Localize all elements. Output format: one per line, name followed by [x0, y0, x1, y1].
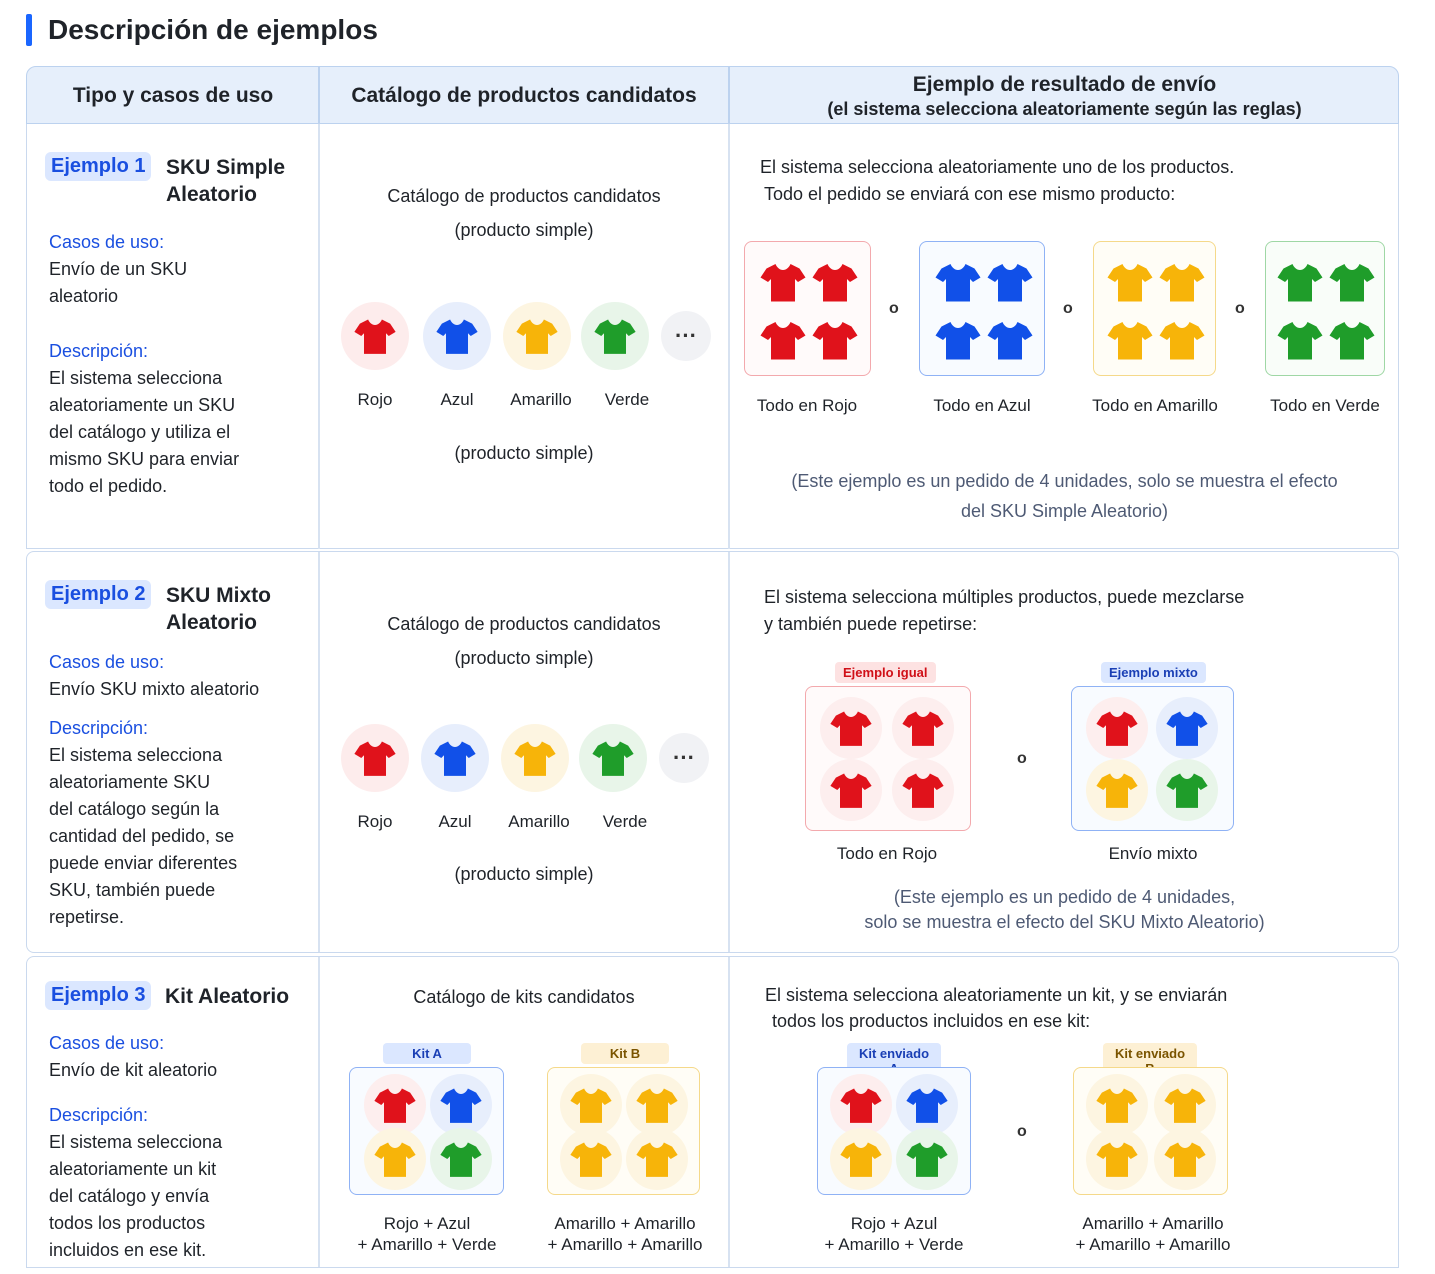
or-separator: o [1235, 300, 1245, 317]
yellow-tshirt-icon [1106, 316, 1154, 364]
box-caption: Todo en Verde [1270, 396, 1380, 415]
uses-line: Envío de kit aleatorio [49, 1060, 218, 1080]
example-row-3 [26, 956, 1399, 1268]
description-label: Descripción: [49, 1105, 149, 1125]
box-caption: Todo en Amarillo [1092, 396, 1218, 415]
yellow-tshirt-icon [1158, 316, 1206, 364]
catalog-subtitle: (producto simple) [454, 220, 594, 240]
description-line: del catálogo y utiliza el [49, 422, 231, 442]
red-tshirt-icon [811, 316, 859, 364]
color-label: Amarillo [510, 390, 572, 409]
or-separator: o [1017, 750, 1027, 767]
blue-tshirt-icon [986, 316, 1034, 364]
color-label: Azul [440, 390, 474, 409]
kit-b-tag: Kit B [581, 1043, 669, 1064]
more-icon: ··· [659, 733, 709, 783]
header-col-type [27, 67, 319, 125]
description-text [49, 742, 289, 931]
red-tshirt-icon [341, 724, 409, 792]
description-line: puede enviar diferentes [49, 853, 238, 873]
column-divider [318, 552, 320, 952]
or-separator: o [889, 300, 899, 317]
result-text: El sistema selecciona aleatoriamente uno de los productos. [760, 157, 1235, 177]
example-title-line: Aleatorio [166, 611, 258, 634]
uses-text [49, 1057, 289, 1084]
description-line: SKU, también puede [49, 880, 216, 900]
caption-line: + Amarillo + Amarillo [1075, 1235, 1231, 1254]
or-separator: o [1017, 1123, 1027, 1140]
example-title: Kit Aleatorio [165, 985, 290, 1008]
yellow-tshirt-icon [1154, 1074, 1216, 1136]
example-note [729, 885, 1400, 935]
yellow-tshirt-icon [503, 302, 571, 370]
title-accent-bar [26, 14, 32, 46]
description-line: aleatoriamente un kit [49, 1159, 217, 1179]
description-text [49, 365, 289, 500]
red-tshirt-icon [892, 697, 954, 759]
kit-a-caption [337, 1213, 517, 1255]
caption-line: Rojo + Azul [850, 1214, 938, 1233]
blue-tshirt-icon [423, 302, 491, 370]
yellow-tshirt-icon [626, 1128, 688, 1190]
green-tshirt-icon [430, 1128, 492, 1190]
uses-label: Casos de uso: [49, 652, 165, 672]
uses-line: Envío de un SKU [49, 259, 188, 279]
result-text: todos los productos incluidos en ese kit: [772, 1011, 1091, 1031]
description-label: Descripción: [49, 341, 149, 361]
table-header [26, 66, 1399, 124]
result-text: El sistema selecciona aleatoriamente un kit, y se enviarán [765, 985, 1228, 1005]
box-caption: Envío mixto [1108, 844, 1198, 863]
red-tshirt-icon [811, 258, 859, 306]
uses-label: Casos de uso: [49, 232, 165, 252]
red-tshirt-icon [820, 697, 882, 759]
red-tshirt-icon [1086, 697, 1148, 759]
result-box-mixed [1071, 686, 1234, 831]
color-label: Verde [602, 812, 648, 831]
result-text: y también puede repetirse: [764, 614, 978, 634]
header-col-result [729, 67, 1400, 125]
example-title [166, 154, 285, 208]
sent-kit-b-box [1073, 1067, 1228, 1195]
red-tshirt-icon [759, 258, 807, 306]
more-icon: ··· [661, 311, 711, 361]
description-line: todos los productos [49, 1213, 206, 1233]
header-col-result-sublabel: (el sistema selecciona aleatoriamente según las reglas) [827, 98, 1302, 119]
note-line: (Este ejemplo es un pedido de 4 unidades, solo se muestra el efecto [791, 471, 1338, 491]
red-tshirt-icon [820, 759, 882, 821]
red-tshirt-icon [830, 1074, 892, 1136]
example-badge: Ejemplo 1 [45, 152, 151, 181]
yellow-tshirt-icon [1158, 258, 1206, 306]
example-title [166, 582, 271, 636]
example-badge: Ejemplo 3 [45, 981, 151, 1010]
description-line: aleatoriamente un SKU [49, 395, 236, 415]
blue-tshirt-icon [421, 724, 489, 792]
red-tshirt-icon [364, 1074, 426, 1136]
green-tshirt-icon [1276, 316, 1324, 364]
yellow-tshirt-icon [626, 1074, 688, 1136]
yellow-tshirt-icon [830, 1128, 892, 1190]
blue-tshirt-icon [896, 1074, 958, 1136]
example-note [729, 468, 1400, 524]
description-line: El sistema selecciona [49, 368, 223, 388]
note-line: solo se muestra el efecto del SKU Mixto Aleatorio) [864, 912, 1265, 932]
caption-line: Amarillo + Amarillo [1082, 1214, 1224, 1233]
red-tshirt-icon [892, 759, 954, 821]
header-col-result-label: Ejemplo de resultado de envío [912, 72, 1217, 96]
sent-kit-a-box [817, 1067, 971, 1195]
note-line: (Este ejemplo es un pedido de 4 unidades, [893, 887, 1236, 907]
example-title-line: SKU Mixto [166, 584, 271, 607]
green-tshirt-icon [581, 302, 649, 370]
description-line: El sistema selecciona [49, 1132, 223, 1152]
blue-tshirt-icon [934, 258, 982, 306]
catalog-title: Catálogo de productos candidatos [387, 614, 661, 634]
example-title-line: Aleatorio [166, 183, 258, 206]
description-line: El sistema selecciona [49, 745, 223, 765]
yellow-tshirt-icon [560, 1074, 622, 1136]
description-line: aleatoriamente SKU [49, 772, 211, 792]
description-line: incluidos en ese kit. [49, 1240, 207, 1260]
blue-tshirt-icon [430, 1074, 492, 1136]
yellow-tshirt-icon [1086, 1074, 1148, 1136]
green-tshirt-icon [1328, 316, 1376, 364]
color-label: Amarillo [508, 812, 570, 831]
kit-a-tag: Kit A [383, 1043, 471, 1064]
catalog-title: Catálogo de kits candidatos [413, 987, 635, 1007]
kit-a-box [349, 1067, 504, 1195]
blue-tshirt-icon [1156, 697, 1218, 759]
description-text [49, 1129, 289, 1264]
catalog-subtitle: (producto simple) [454, 648, 594, 668]
result-text: El sistema selecciona múltiples productos, puede mezclarse [764, 587, 1245, 607]
kit-b-box [547, 1067, 700, 1195]
kit-b-caption [533, 1213, 717, 1255]
color-label: Rojo [357, 812, 393, 831]
caption-line: + Amarillo + Amarillo [547, 1235, 703, 1254]
result-box-red [744, 241, 871, 376]
color-label: Rojo [357, 390, 393, 409]
green-tshirt-icon [579, 724, 647, 792]
color-label: Azul [438, 812, 472, 831]
caption-line: + Amarillo + Verde [824, 1235, 964, 1254]
blue-tshirt-icon [934, 316, 982, 364]
result-box-same [805, 686, 971, 831]
examples-table [26, 66, 1399, 1268]
example-row-2 [26, 551, 1399, 953]
sent-kit-b-caption [1059, 1213, 1247, 1255]
color-label: Verde [604, 390, 650, 409]
uses-label: Casos de uso: [49, 1033, 165, 1053]
yellow-tshirt-icon [1106, 258, 1154, 306]
blue-tshirt-icon [986, 258, 1034, 306]
header-col-catalog [319, 67, 729, 125]
description-line: del catálogo según la [49, 799, 220, 819]
catalog-footer: (producto simple) [454, 443, 594, 463]
result-box-blue [919, 241, 1045, 376]
result-text: Todo el pedido se enviará con ese mismo producto: [764, 184, 1176, 204]
red-tshirt-icon [341, 302, 409, 370]
example-title-line: SKU Simple [166, 156, 286, 179]
result-box-green [1265, 241, 1385, 376]
tag-mixed-example: Ejemplo mixto [1101, 662, 1206, 683]
uses-line: Envío SKU mixto aleatorio [49, 679, 260, 699]
caption-line: Rojo + Azul [383, 1214, 471, 1233]
example-row-1 [26, 124, 1399, 549]
yellow-tshirt-icon [501, 724, 569, 792]
yellow-tshirt-icon [560, 1128, 622, 1190]
box-caption: Todo en Azul [933, 396, 1031, 415]
box-caption: Todo en Rojo [836, 844, 938, 863]
header-col-type-label: Tipo y casos de uso [72, 84, 274, 107]
green-tshirt-icon [1276, 258, 1324, 306]
example-badge: Ejemplo 2 [45, 580, 151, 609]
catalog-title: Catálogo de productos candidatos [387, 186, 661, 206]
yellow-tshirt-icon [364, 1128, 426, 1190]
yellow-tshirt-icon [1086, 1128, 1148, 1190]
page-title-wrap [26, 12, 378, 48]
green-tshirt-icon [1328, 258, 1376, 306]
caption-line: Amarillo + Amarillo [554, 1214, 696, 1233]
sent-kit-a-caption [804, 1213, 984, 1255]
description-line: cantidad del pedido, se [49, 826, 235, 846]
uses-line: aleatorio [49, 286, 119, 306]
header-col-catalog-label: Catálogo de productos candidatos [351, 84, 697, 107]
green-tshirt-icon [1156, 759, 1218, 821]
uses-text [49, 676, 289, 703]
description-line: del catálogo y envía [49, 1186, 210, 1206]
yellow-tshirt-icon [1154, 1128, 1216, 1190]
description-line: mismo SKU para enviar [49, 449, 240, 469]
sent-kit-a-tag: Kit enviado [847, 1043, 941, 1079]
catalog-footer: (producto simple) [454, 864, 594, 884]
sent-kit-b-tag: Kit enviado [1103, 1043, 1197, 1079]
or-separator: o [1063, 300, 1073, 317]
tag-same-example: Ejemplo igual [835, 662, 936, 683]
box-caption: Todo en Rojo [756, 396, 858, 415]
result-box-yellow [1093, 241, 1216, 376]
caption-line: + Amarillo + Verde [357, 1235, 497, 1254]
note-line: del SKU Simple Aleatorio) [960, 501, 1169, 521]
description-label: Descripción: [49, 718, 149, 738]
description-line: repetirse. [49, 907, 125, 927]
page-title: Descripción de ejemplos [48, 14, 378, 45]
green-tshirt-icon [896, 1128, 958, 1190]
red-tshirt-icon [759, 316, 807, 364]
uses-text [49, 256, 289, 310]
yellow-tshirt-icon [1086, 759, 1148, 821]
description-line: todo el pedido. [49, 476, 168, 496]
